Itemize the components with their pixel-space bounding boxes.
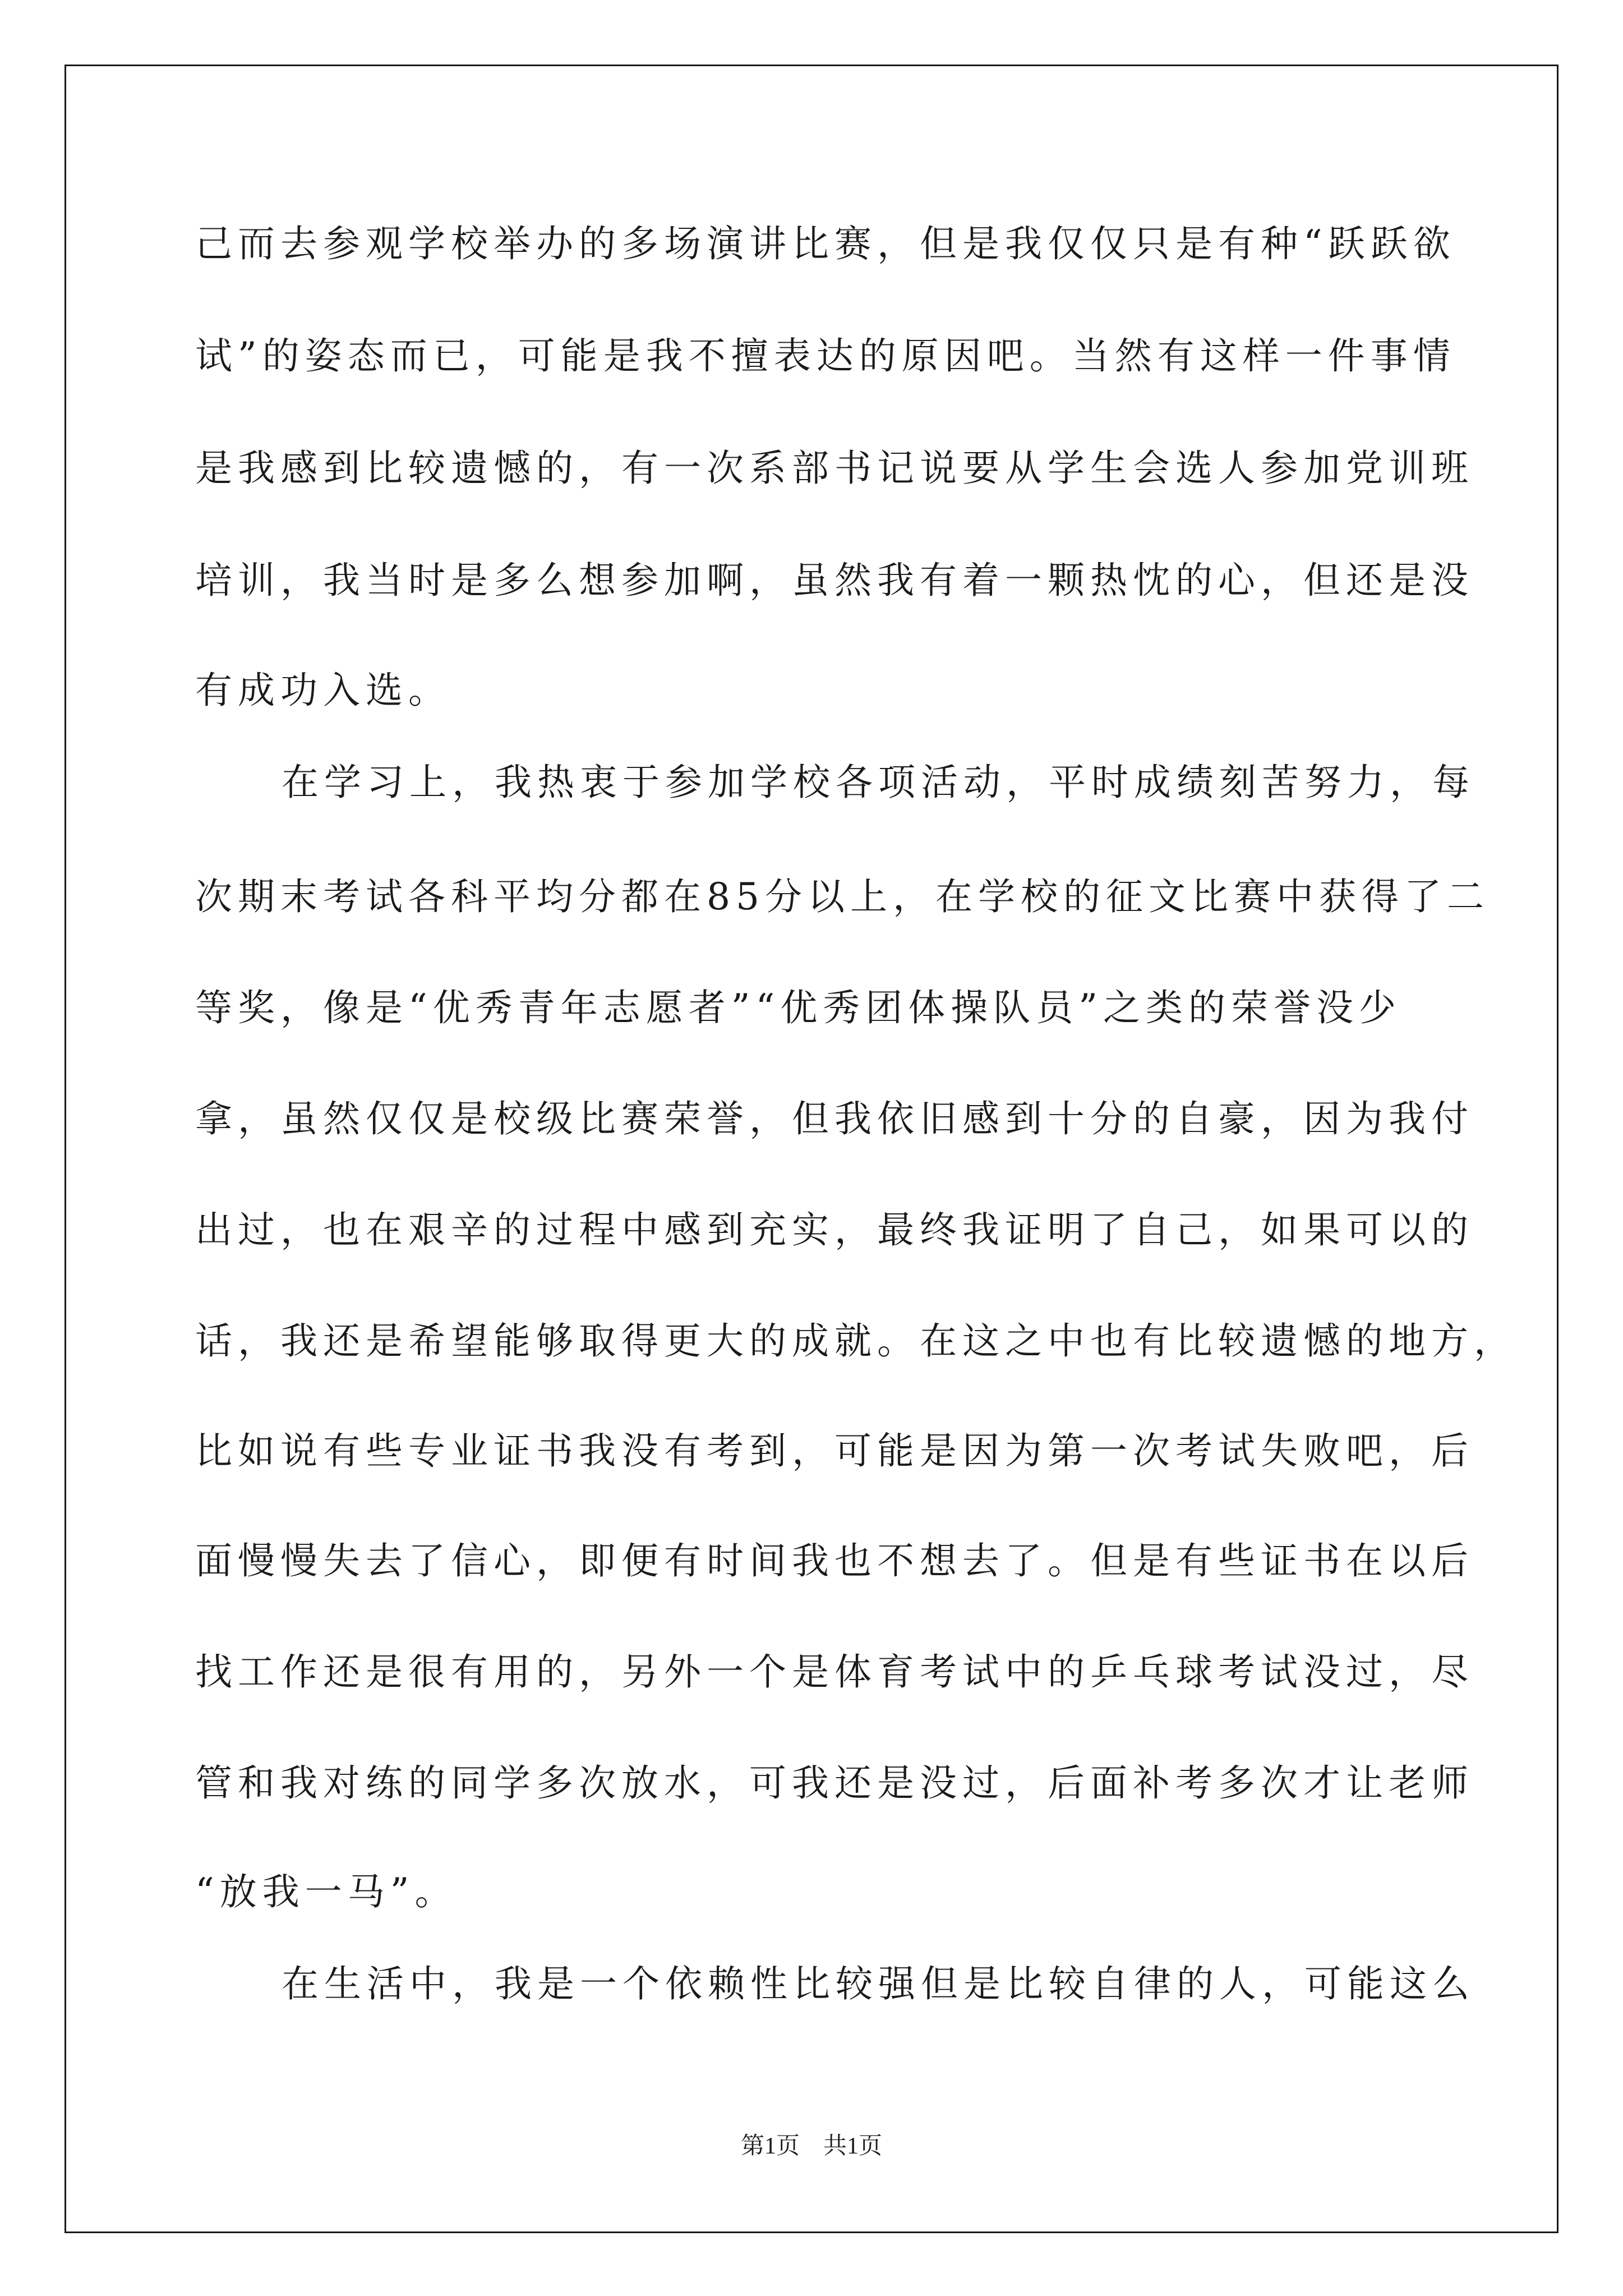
body-text-line: 面慢慢失去了信心，即便有时间我也不想去了。但是有些证书在以后 xyxy=(195,1539,1474,1582)
body-text-line: 在学习上，我热衷于参加学校各项活动，平时成绩刻苦努力，每 xyxy=(282,761,1475,804)
body-text-line: 等奖，像是“优秀青年志愿者”“优秀团体操队员”之类的荣誉没少 xyxy=(195,986,1401,1029)
body-text-line: 试”的姿态而已，可能是我不擅表达的原因吧。当然有这样一件事情 xyxy=(195,334,1456,378)
body-text-line: 有成功入选。 xyxy=(195,669,451,712)
body-text-line: 在生活中，我是一个依赖性比较强但是比较自律的人，可能这么 xyxy=(282,1962,1475,2005)
body-text-line: 找工作还是很有用的，另外一个是体育考试中的乒乓球考试没过，尽 xyxy=(195,1650,1474,1694)
body-text-line: “放我一马”。 xyxy=(195,1870,458,1913)
body-text-line: 比如说有些专业证书我没有考到，可能是因为第一次考试失败吧，后 xyxy=(195,1429,1474,1473)
body-text-line: 是我感到比较遗憾的，有一次系部书记说要从学生会选人参加党训班 xyxy=(195,447,1474,490)
body-text-line: 拿，虽然仅仅是校级比赛荣誉，但我依旧感到十分的自豪，因为我付 xyxy=(195,1097,1474,1140)
body-text-line: 话，我还是希望能够取得更大的成就。在这之中也有比较遗憾的地方， xyxy=(195,1319,1516,1363)
body-text-line: 出过，也在艰辛的过程中感到充实，最终我证明了自己，如果可以的 xyxy=(195,1208,1474,1251)
body-text-line: 己而去参观学校举办的多场演讲比赛，但是我仅仅只是有种“跃跃欲 xyxy=(195,222,1456,265)
body-text-line: 管和我对练的同学多次放水，可我还是没过，后面补考多次才让老师 xyxy=(195,1761,1474,1805)
page-number-footer: 第1页 共1页 xyxy=(740,2133,882,2159)
body-text-line: 次期末考试各科平均分都在85分以上，在学校的征文比赛中获得了二 xyxy=(195,875,1490,918)
body-text-line: 培训，我当时是多么想参加啊，虽然我有着一颗热忱的心，但还是没 xyxy=(195,559,1474,602)
